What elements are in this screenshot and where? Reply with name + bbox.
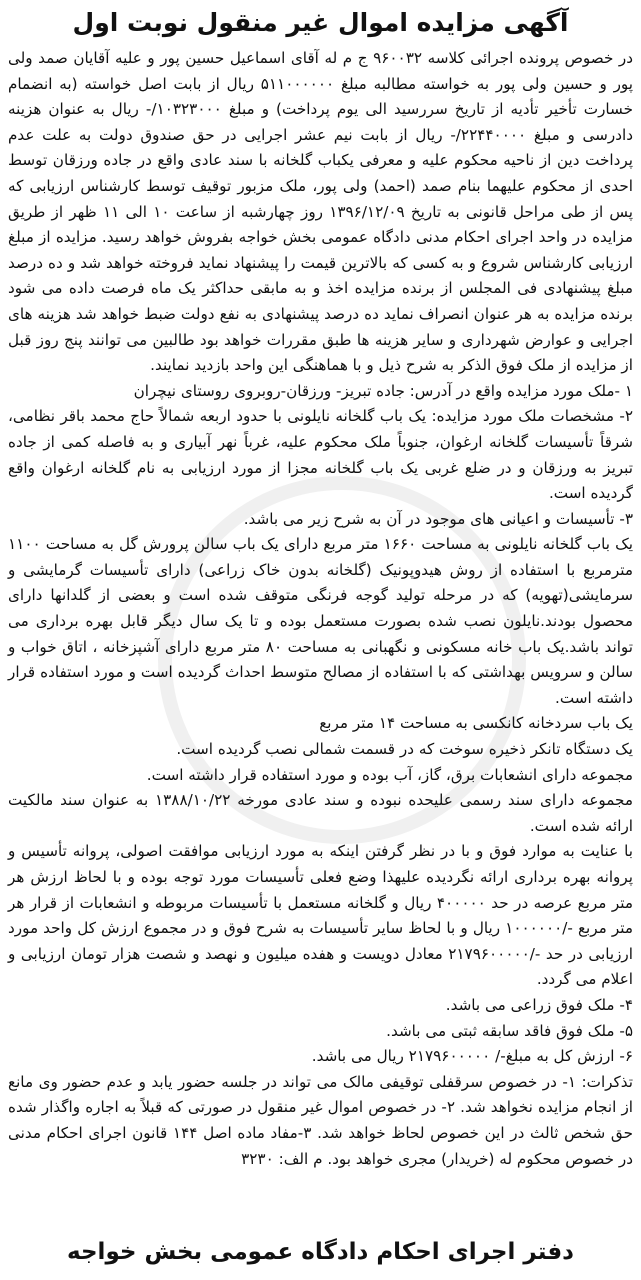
- paragraph-deed: مجموعه دارای سند رسمی علیحده نبوده و سند عادی مورخه ۱۳۸۸/۱۰/۲۲ به عنوان سند مالکیت ارائه شده است.: [8, 791, 633, 835]
- paragraph-item-2: ۲- مشخصات ملک مورد مزایده: یک باب گلخانه نایلونی با حدود اربعه شمالاً حاج محمد باقر نظامی، شرقاً تأسیسات گلخانه ارغوان، جنوباً ملک محکوم علیه، غرباً نهر آبیاری و به فاصله کمی از جاده تبریز به ورزقان و در ضلع غربی یک باب گلخانه مجزا از مورد ارزیابی به نام گلخانه ارغوان واقع گردیده است.: [8, 407, 633, 503]
- paragraph-item-6: ۶- ارزش کل به مبلغ-/ ۲۱۷۹۶۰۰۰۰۰ ریال می باشد.: [311, 1047, 633, 1066]
- issuer-footer: دفتر اجرای احکام دادگاه عمومی بخش خواجه: [67, 1239, 574, 1265]
- paragraph-greenhouse: یک باب گلخانه نایلونی به مساحت ۱۶۶۰ متر مربع دارای یک باب سالن پرورش گل به مساحت ۱۱۰۰ مترمربع با استفاده از روش هیدوپونیک (گلخانه بدون خاک زراعی) دارای تأسیسات گرمایشی و سرمایشی(تهویه) که در مرحله تولید گوجه فرنگی متوقف شده است و بعضی از گلدانها دارای محصول بودند.نایلون نصب شده بصورت مستعمل بوده و تا یک سال دیگر قابل بهره برداری می تواند باشد.یک باب خانه مسکونی و نگهبانی به مساحت ۸۰ متر مربع دارای آشپزخانه ، اتاق خواب و سالن و سرویس بهداشتی که با استفاده از مصالح متوسط احداث گردیده است و مورد استفاده قرار داشته است.: [8, 535, 633, 707]
- paragraph-item-4: ۴- ملک فوق زراعی می باشد.: [445, 995, 633, 1014]
- paragraph-notes: تذکرات: ۱- در خصوص سرقفلی توقیفی مالک می تواند در جلسه حضور یابد و عدم حضور وی مانع از انجام مزایده نخواهد شد. ۲- در خصوص اموال غیر منقول در صورتی که قبلاً به اجاره واگذار شده حق شخص ثالث در این خصوص لحاظ خواهد شد. ۳-مفاد ماده اصل ۱۴۴ قانون اجرای احکام مدنی در خصوص محکوم له (خریدار) مجری خواهد بود. م الف: ۳۲۳۰: [8, 1072, 633, 1168]
- paragraph-item-1: ۱ -ملک مورد مزایده واقع در آدرس: جاده تبریز- ورزقان-روبروی روستای نیچران: [133, 381, 633, 400]
- paragraph-intro: در خصوص پرونده اجرائی کلاسه ۹۶۰۰۳۲ ج م له آقای اسماعیل حسین پور و علیه آقایان صمد ولی پور و حسین ولی پور به خواسته مطالبه مبلغ ۵۱۱۰۰۰۰۰۰ ریال از بابت اصل خواسته (به انضمام خسارت تأخیر تأدیه از تاریخ سررسید الی یوم پرداخت) و مبلغ ۱۰۳۲۳۰۰۰/- ریال به عنوان هزینه دادرسی و مبلغ ۲۲۴۴۰۰۰۰/- ریال از بابت نیم عشر اجرایی در حق صندوق دولت به علت عدم پرداخت دین از ناحیه محکوم علیه و معرفی یکباب گلخانه با سند عادی واقع در جاده ورزقان توسط احدی از محکوم علیهما بنام صمد (احمد) ولی پور، ملک مزبور توقیف توسط کارشناس ارزیابی که پس از طی مراحل قانونی به تاریخ ۱۳۹۶/۱۲/۰۹ روز چهارشبه از ساعت ۱۰ الی ۱۱ ظهر از طریق مزایده در واحد اجرای احکام مدنی دادگاه عمومی بخش خواجه بفروش خواهد رسید. مزایده از مبلغ ارزیابی کارشناس شروع و به کسی که بالاترین قیمت را پیشنهاد نماید فروخته خواهد شد و ده درصد مبلغ پیشنهادی فی المجلس از برنده مزایده اخذ و به مابقی حداکثر یک ماه فرصت داده می شود برنده مزایده به هر عنوان انصراف نماید ده درصد پیشنهادی به نفع دولت ضبط خواهد شد هزینه های اجرایی و عوارض شهرداری و سایر هزینه ها طبق مقررات خواهد بود طالبین می توانند پنج روز قبل از مزایده از ملک فوق الذکر به شرح ذیل و با هماهنگی این واحد بازدید نمایند.: [8, 49, 633, 375]
- paragraph-item-5: ۵- ملک فوق فاقد سابقه ثبتی می باشد.: [386, 1021, 633, 1040]
- ad-page: [8, 6, 633, 1274]
- paragraph-valuation: با عنایت به موارد فوق و با در نظر گرفتن اینکه به مورد ارزیابی موافقت اصولی، پروانه تأسیس و پروانه بهره برداری ارائه نگردیده علیهذا وضع فعلی تأسیسات مورد توجه بوده و با لحاظ ارزش هر متر مربع عرصه در حد ۴۰۰۰۰۰ ریال و گلخانه مستعمل با تأسیسات مربوطه و انشعابات از قرار هر متر مربع -/۱۰۰۰۰۰۰ ریال و با لحاظ سایر تأسیسات به شرح فوق و در مجموع ارزش کل واحد مورد ارزیابی در حد -/۲۱۷۹۶۰۰۰۰۰ معادل دویست و هفده میلیون و نهصد و شصت هزار تومان ارزیابی و اعلام می گردد.: [8, 842, 634, 989]
- paragraph-tank: یک دستگاه تانکر ذخیره سوخت که در قسمت شمالی نصب گردیده است.: [176, 740, 633, 759]
- ad-body: [8, 46, 633, 1172]
- page-title: آگهی مزایده اموال غیر منقول نوبت اول: [72, 8, 569, 37]
- paragraph-utilities: مجموعه دارای انشعابات برق، گاز، آب بوده و مورد استفاده قرار داشته است.: [146, 765, 633, 784]
- paragraph-cold-storage: یک باب سردخانه کانکسی به مساحت ۱۴ متر مربع: [319, 714, 633, 733]
- paragraph-item-3: ۳- تأسیسات و اعیانی های موجود در آن به شرح زیر می باشد.: [243, 509, 633, 528]
